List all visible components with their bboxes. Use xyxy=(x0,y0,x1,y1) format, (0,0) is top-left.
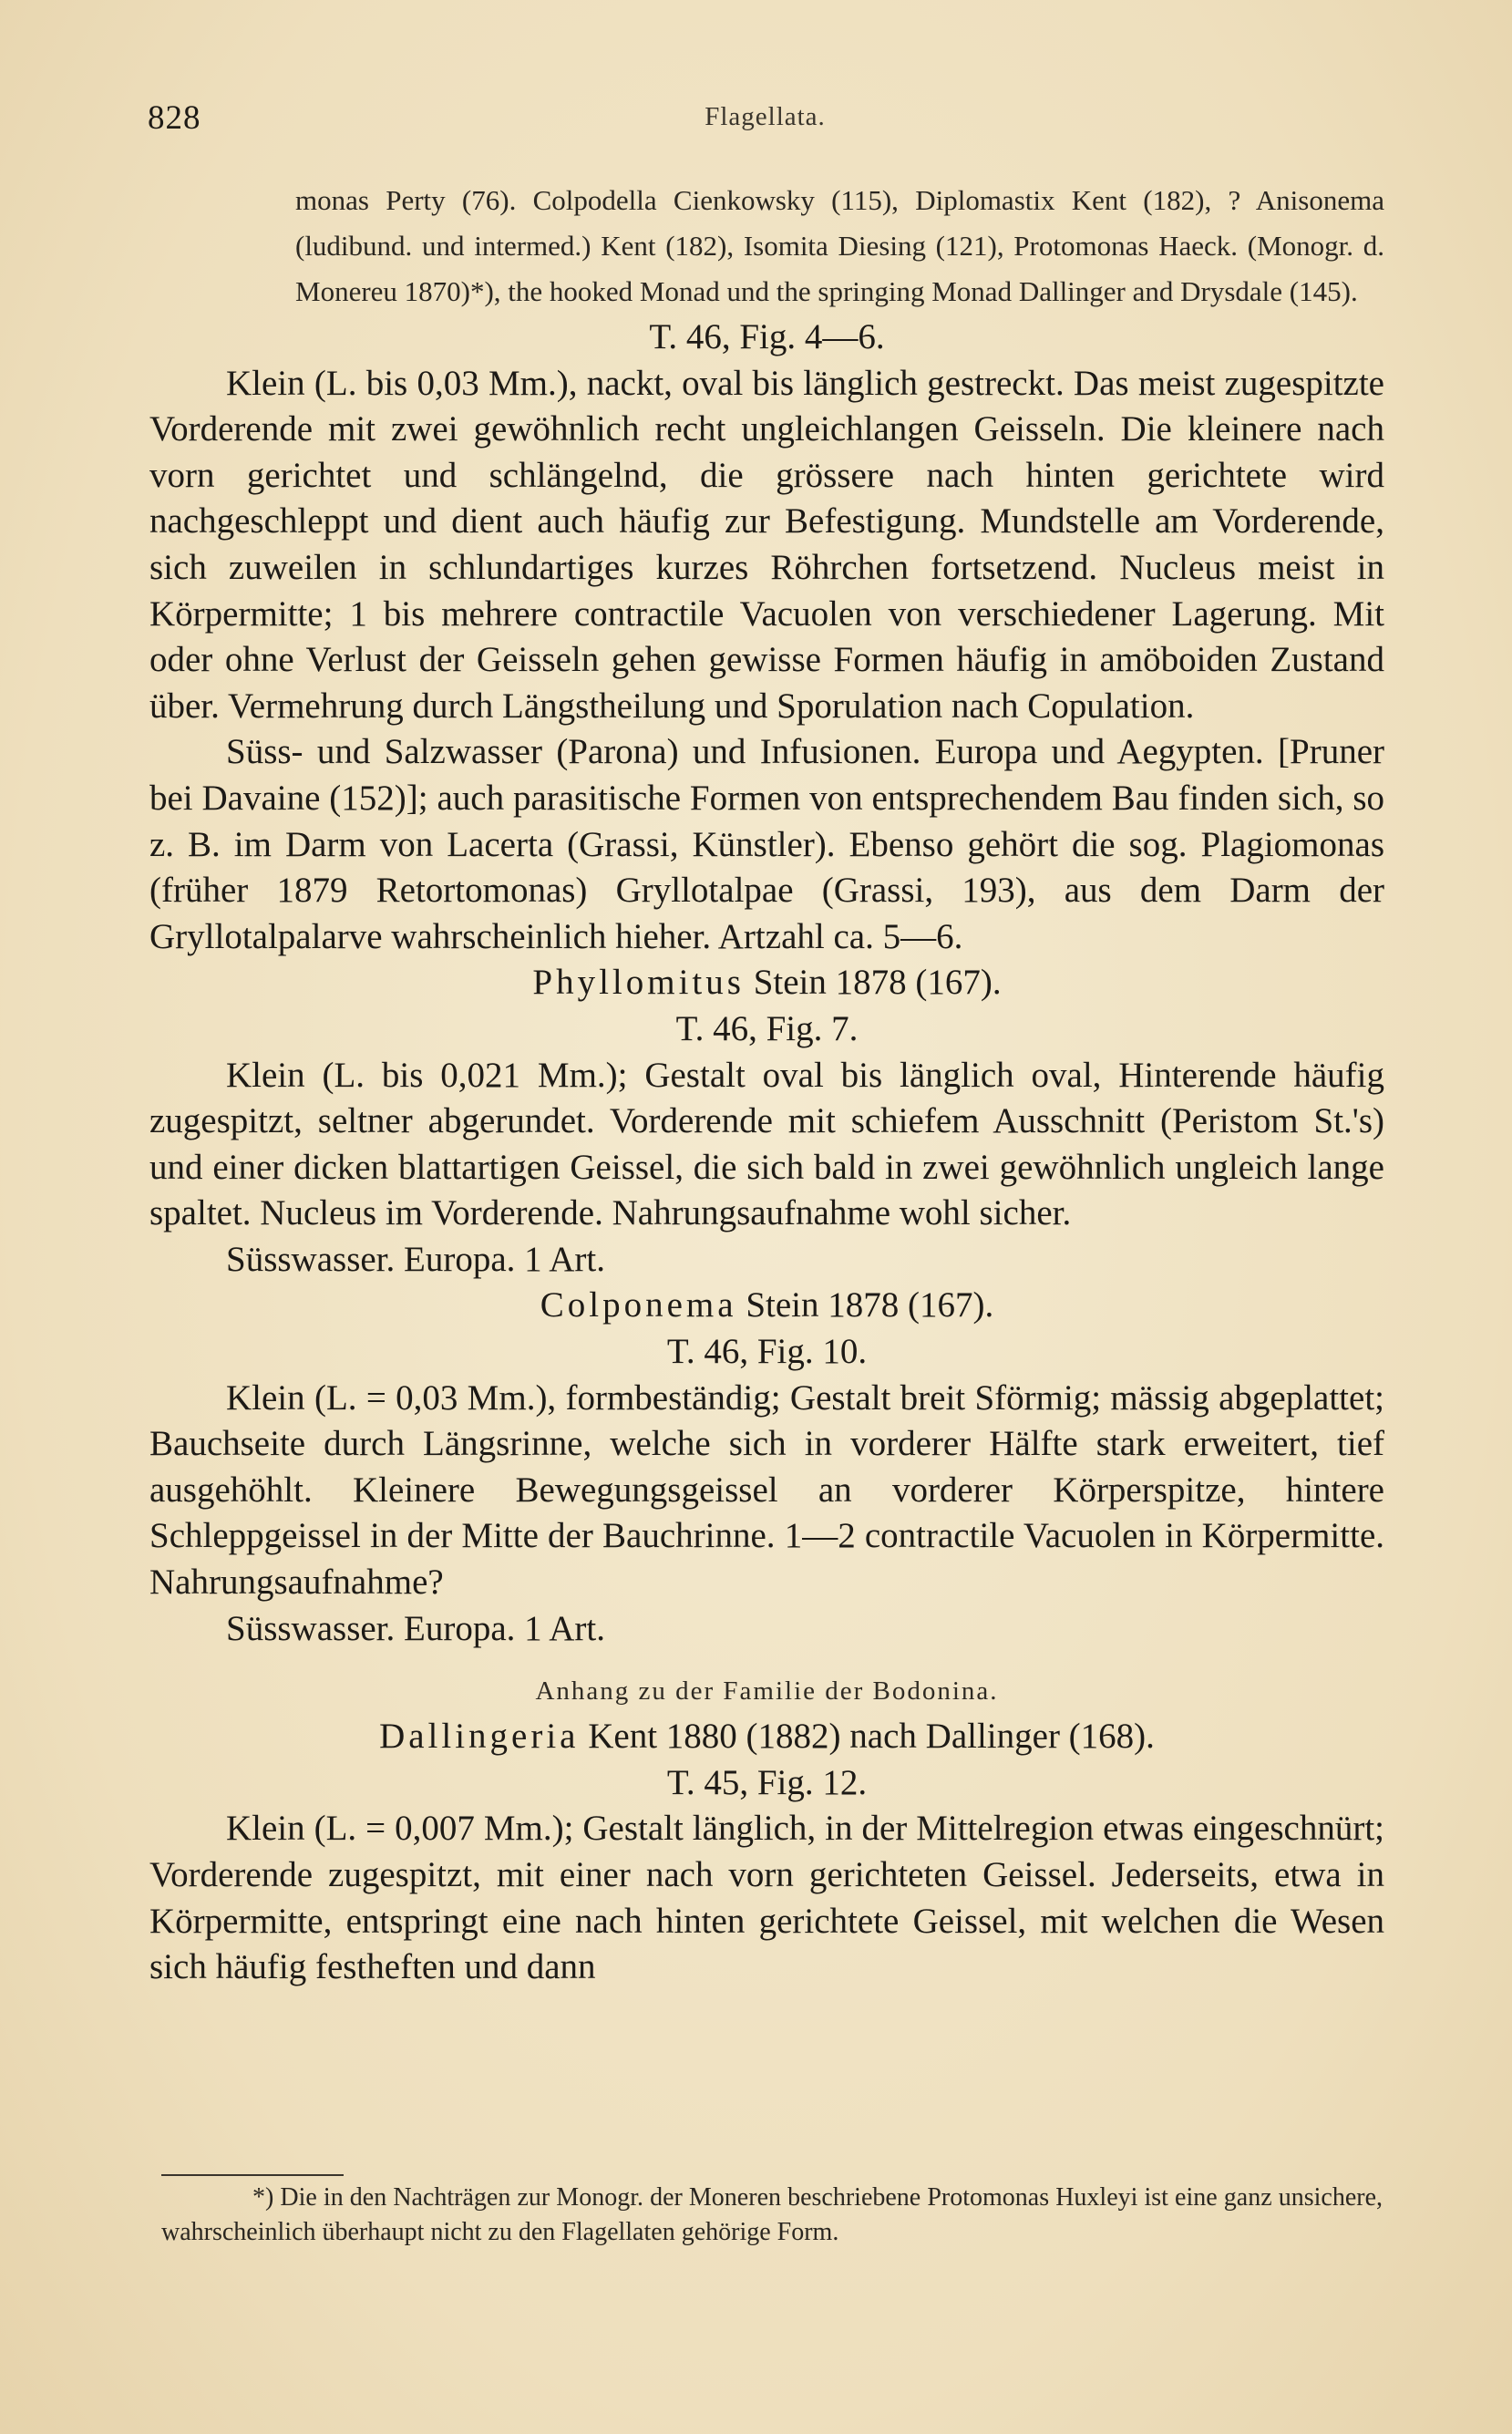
description-paragraph: Klein (L. = 0,007 Mm.); Gestalt länglich, in der Mittelregion etwas eingeschnürt; Vorderende zugespitzt, mit einer nach vorn gerichteten Geissel. Jederseits, etwa in Körpermitte, entspringt eine nach hinten gerichtete Geissel, mit welchen die Wesen sich häufig festheften und dann xyxy=(149,1809,1384,1987)
description-paragraph: Klein (L. bis 0,03 Mm.), nackt, oval bis länglich gestreckt. Das meist zugespitzte Vorderende mit zwei gewöhnlich recht ungleichlangen Geisseln. Die kleinere nach vorn gerichtet und schlängelnd, die grössere nach hinten gerichtete wird nachgeschleppt und dient auch häufig zur Befestigung. Mundstelle am Vorderende, sich zuweilen in schlundartiges kurzes Röhrchen fortsetzend. Nucleus meist in Körpermitte; 1 bis mehrere contractile Vacuolen von verschiedener Lagerung. Mit oder ohne Verlust der Geisseln gehen gewisse Formen häufig in amöboiden Zustand über. Vermehrung durch Längstheilung und Sporulation nach Copulation. xyxy=(149,363,1384,726)
synonym-continuation: monas Perty (76). Colpodella Cienkowsky (115), Diplomastix Kent (182), ? Anisonema (ludibund. und intermed.) Kent (182), Isomita Diesing (121), Protomonas Haeck. (Monogr. d. Monereu 1870)*), the hooked Monad und the springing Monad Dallinger and Drysdale (145). xyxy=(295,184,1384,307)
genus-heading-dallingeria xyxy=(149,1714,1384,1760)
genus-citation: Stein 1878 (167). xyxy=(753,963,1002,1003)
footnote-divider xyxy=(161,2174,344,2176)
description-paragraph: Klein (L. = 0,03 Mm.), formbeständig; Gestalt breit Sförmig; mässig abgeplattet; Bauchseite durch Längsrinne, welche sich in vorderer Hälfte stark erweitert, tief ausgehöhlt. Kleinere Bewegungsgeissel an vorderer Körperspitze, hintere Schleppgeissel in der Mitte der Bauchrinne. 1—2 contractile Vacuolen in Körpermitte. Nahrungsaufnahme? xyxy=(149,1377,1384,1603)
genus-name: Colponema xyxy=(540,1285,737,1325)
section-figure-reference: T. 46, Fig. 4—6. xyxy=(649,317,885,356)
distribution-paragraph: Süss- und Salzwasser (Parona) und Infusionen. Europa und Aegypten. [Pruner bei Davaine (152)]; auch parasitische Formen von entsprechendem Bau finden sich, so z. B. im Darm von Lacerta (Grassi, Künstler). Ebenso gehört die sog. Plagiomonas (früher 1879 Retortomonas) Gryllotalpae (Grassi, 193), aus dem Darm der Gryllotalpalarve wahrscheinlich hieher. Artzahl ca. 5—6. xyxy=(149,732,1384,956)
running-title: Flagellata. xyxy=(705,102,826,131)
page-body xyxy=(149,178,1384,1991)
page-header xyxy=(148,98,1383,144)
appendix-heading: Anhang zu der Familie der Bodonina. xyxy=(535,1676,999,1707)
page-number: 828 xyxy=(148,99,201,137)
distribution-paragraph: Süsswasser. Europa. 1 Art. xyxy=(226,1239,605,1279)
distribution-paragraph: Süsswasser. Europa. 1 Art. xyxy=(226,1608,605,1648)
genus-figure-reference: T. 46, Fig. 7. xyxy=(675,1008,859,1048)
genus-heading-phyllomitus xyxy=(149,960,1384,1006)
description-paragraph: Klein (L. bis 0,021 Mm.); Gestalt oval bis länglich oval, Hinterende häufig zugespitzt, seltner abgerundet. Vorderende mit schiefem Ausschnitt (Peristom St.'s) und einer dicken blattartigen Geissel, die sich bald in zwei gewöhnlich ungleich lange spaltet. Nucleus im Vorderende. Nahrungsaufnahme wohl sicher. xyxy=(149,1055,1384,1233)
genus-heading-colponema xyxy=(149,1283,1384,1329)
genus-figure-reference: T. 46, Fig. 10. xyxy=(666,1332,868,1372)
genus-name: Dallingeria xyxy=(379,1717,580,1757)
genus-name: Phyllomitus xyxy=(532,963,745,1003)
footnote: *) Die in den Nachträgen zur Monogr. der Moneren beschriebene Protomonas Huxleyi ist eine ganz unsichere, wahrscheinlich überhaupt nicht zu den Flagellaten gehörige Form. xyxy=(161,2183,1383,2246)
genus-citation: Stein 1878 (167). xyxy=(746,1285,994,1325)
genus-figure-reference: T. 45, Fig. 12. xyxy=(666,1762,868,1802)
genus-citation: Kent 1880 (1882) nach Dallinger (168). xyxy=(588,1717,1155,1757)
